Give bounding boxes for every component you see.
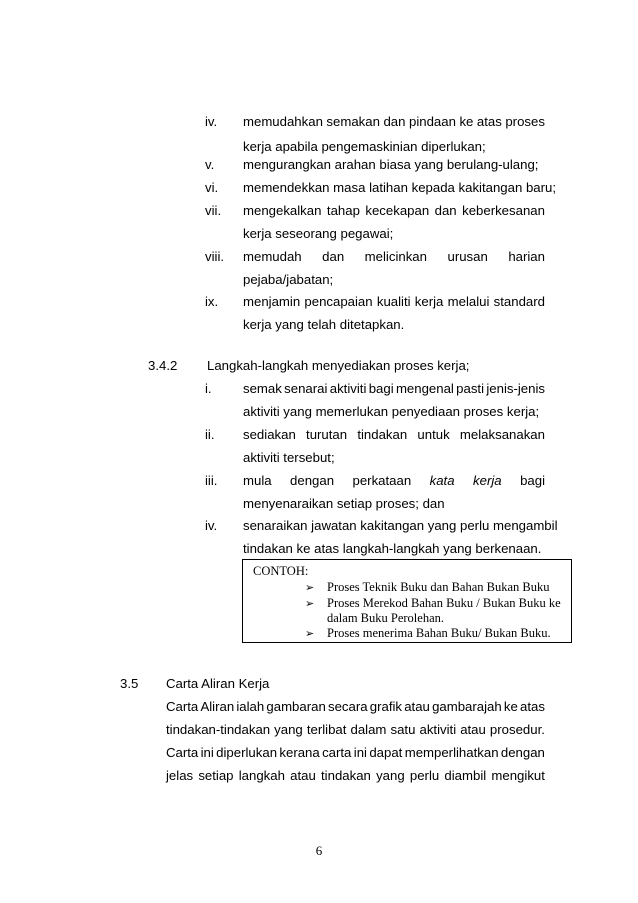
list-item-line: senaraikan jawatan kakitangan yang perlu mengambil [243,518,558,533]
word: standard [493,294,545,309]
list-number: ix. [205,294,219,309]
word: bagi [520,473,545,488]
word: perkataan [352,473,412,488]
list-number: iv. [205,114,218,129]
word: urusan [447,249,488,264]
word: harian [508,249,545,264]
word: atau [290,768,316,783]
list-item-line: aktiviti yang memerlukan penyediaan proses kerja; [243,404,540,419]
word: tindakan [321,768,371,783]
list-item-line: aktiviti tersebut; [243,450,335,465]
word: yang [274,722,303,737]
word: tahap [326,203,360,218]
word: kualiti [376,294,411,309]
word: memperlihatkan [404,745,499,760]
word: diperlukan [216,745,278,760]
word: dapat [369,745,403,760]
word: grafik [369,699,403,714]
list-item-line [243,203,545,218]
list-number: iv. [205,518,218,533]
word: prosedur. [489,722,545,737]
list-item-line [243,427,545,442]
word: ini [353,745,367,760]
list-item-line: kerja yang telah ditetapkan. [243,317,405,332]
word: mengekalkan [243,203,322,218]
list-number: iii. [205,473,218,488]
paragraph-line [166,768,545,783]
word: dan [383,114,406,129]
word: kerja [473,473,502,488]
word: jelas [166,768,194,783]
word: melalui [447,294,490,309]
list-number: vi. [205,180,219,195]
word: aktiviti [329,381,367,396]
word: senarai [284,381,328,396]
word: atas [476,114,502,129]
word: gambaran [266,699,326,714]
word: diambil [444,768,487,783]
page-number: 6 [315,843,323,858]
arrow-bullet-icon: ➢ [305,628,315,640]
list-item-line: menyenaraikan setiap proses; dan [243,496,445,511]
paragraph-line [166,722,545,737]
word: memudah [243,249,302,264]
word: dengan [290,473,335,488]
word: bagi [368,381,394,396]
example-box [242,559,572,643]
word: atau [460,722,486,737]
word: atas [520,699,545,714]
word: dan [322,249,345,264]
list-item-line [243,473,545,488]
arrow-bullet-icon: ➢ [305,598,315,610]
word: mengikut [491,768,545,783]
word: pencapaian [304,294,373,309]
list-item-line [243,381,545,396]
list-number: i. [205,381,212,396]
word: memudahkan [243,114,323,129]
list-item-line: kerja apabila pengemaskinian diperlukan; [243,139,486,154]
example-bullet: Proses Merekod Bahan Buku / Bukan Buku ke [327,596,561,610]
list-item-line: kerja seseorang pegawai; [243,226,394,241]
word: secara [327,699,368,714]
word: ialah [236,699,265,714]
list-number: ii. [205,427,215,442]
list-item-line: pejaba/jabatan; [243,272,334,287]
word: Aliran [200,699,235,714]
list-item-line [243,249,545,264]
list-item-line [243,294,545,309]
word: semakan [326,114,380,129]
word: aktiviti [419,722,457,737]
word: dengan [500,745,545,760]
list-item-line [243,114,545,129]
word: mengenal [395,381,454,396]
word: Carta [166,745,199,760]
word: ini [200,745,214,760]
word: proses [505,114,545,129]
list-item-line: mengurangkan arahan biasa yang berulang-ulang; [243,157,539,172]
word: ke [459,114,474,129]
list-item-line: tindakan ke atas langkah-langkah yang berkenaan. [243,541,542,556]
word: pasti [456,381,485,396]
word: kecekapan [365,203,430,218]
word: melaksanakan [459,427,545,442]
word: Carta [166,699,199,714]
word: dalam [350,722,387,737]
list-number: viii. [205,249,225,264]
section-number: 3.5 [120,676,139,691]
section-title: Langkah-langkah menyediakan proses kerja; [207,358,470,373]
arrow-bullet-icon: ➢ [305,582,315,594]
word: keberkesanan [462,203,545,218]
word: sediakan [243,427,296,442]
word: tindakan-tindakan [166,722,271,737]
word: kerja [414,294,444,309]
example-bullet: dalam Buku Perolehan. [327,611,444,625]
word: terlibat [306,722,347,737]
word: dan [434,203,457,218]
word: satu [390,722,416,737]
word: perlu [409,768,440,783]
word: mula [243,473,272,488]
word: melicinkan [364,249,427,264]
section-number: 3.4.2 [148,358,178,373]
word: menjamin [243,294,301,309]
list-number: vii. [205,203,222,218]
example-bullet: Proses Teknik Buku dan Bahan Bukan Buku [327,580,550,594]
word: turutan [306,427,348,442]
word: untuk [417,427,450,442]
word: setiap [198,768,234,783]
word: kata [429,473,455,488]
word: kerana [279,745,320,760]
word: yang [376,768,405,783]
list-number: v. [205,157,215,172]
word: gambarajah [432,699,502,714]
word: jenis-jenis [486,381,545,396]
example-bullet: Proses menerima Bahan Buku/ Bukan Buku. [327,626,551,640]
word: atau [404,699,430,714]
paragraph-line [166,745,545,760]
word: tindakan [357,427,408,442]
section-title: Carta Aliran Kerja [166,676,270,691]
word: langkah [238,768,285,783]
word: ke [503,699,518,714]
word: carta [322,745,352,760]
list-item-line: memendekkan masa latihan kepada kakitangan baru; [243,180,557,195]
word: semak [243,381,282,396]
paragraph-line [166,699,545,714]
example-box-title: CONTOH: [253,564,309,578]
word: pindaan [408,114,456,129]
